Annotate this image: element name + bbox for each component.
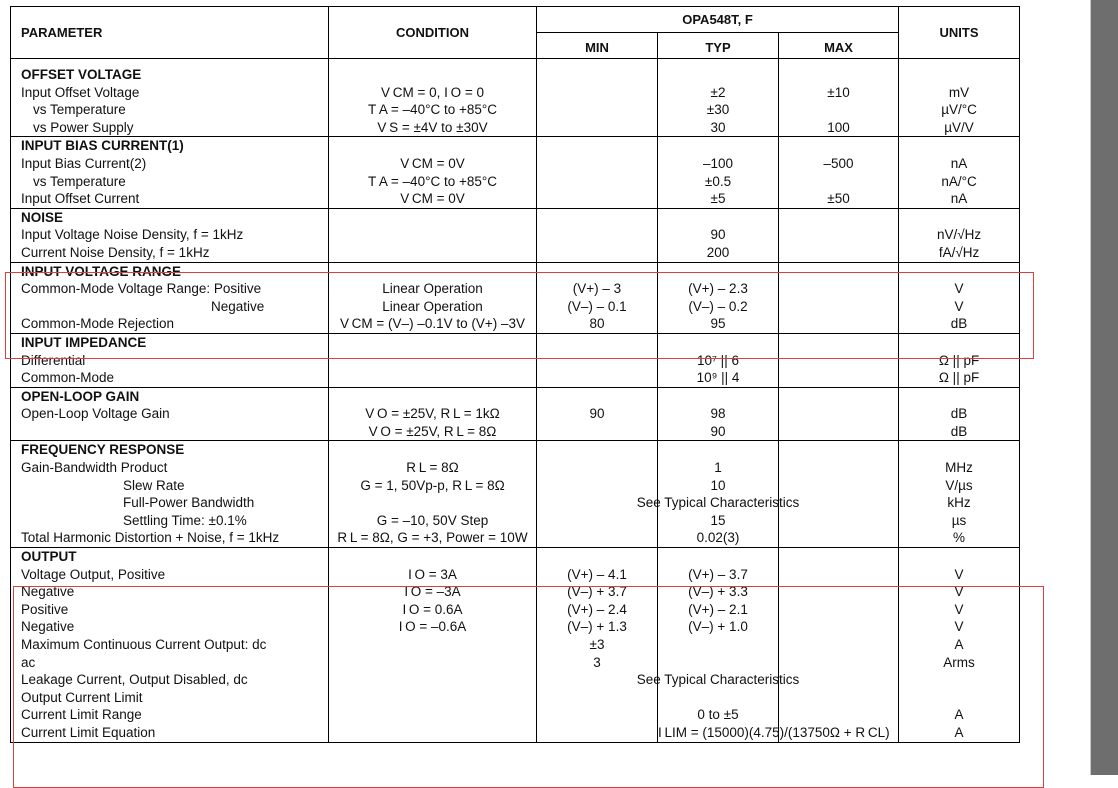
max-value <box>779 477 898 495</box>
spacer-line <box>537 137 657 155</box>
max-value <box>779 280 898 298</box>
unit-value: dB <box>950 316 968 332</box>
units-cell <box>899 333 1020 387</box>
min-value <box>537 512 657 530</box>
condition-value <box>329 352 536 370</box>
condition-value: Linear Operation <box>382 298 483 314</box>
typ-cell <box>658 548 890 743</box>
unit-value: dB <box>950 423 968 439</box>
spacer-line <box>329 263 536 281</box>
min-value <box>537 173 657 191</box>
condition-cell <box>329 333 537 387</box>
parameter-label: Negative <box>21 619 75 635</box>
typ-cell <box>658 137 779 208</box>
parameter-cell <box>11 66 329 137</box>
max-value <box>779 512 898 530</box>
unit-value: MHz <box>945 460 973 476</box>
spacer-line <box>779 334 898 352</box>
section-title: INPUT BIAS CURRENT(1) <box>21 138 184 154</box>
max-value <box>779 173 898 191</box>
condition-cell <box>329 208 537 262</box>
typ-value: 10⁷ || 6 <box>697 352 739 368</box>
typ-value: 0 to ±5 <box>697 707 739 723</box>
spanning-note: See Typical Characteristics <box>636 672 800 688</box>
spanning-note: See Typical Characteristics <box>636 495 800 511</box>
spacer-line <box>537 548 657 566</box>
spacer-line <box>899 66 1019 84</box>
parameter-label: Positive <box>21 601 69 617</box>
max-cell <box>779 66 899 137</box>
condition-cell <box>329 262 537 333</box>
unit-value: V <box>954 566 964 582</box>
condition-value: V CM = 0, I O = 0 <box>381 84 484 100</box>
unit-value: V <box>954 298 964 314</box>
vertical-scrollbar[interactable] <box>1090 0 1118 775</box>
min-value: (V–) + 3.7 <box>567 584 627 600</box>
parameter-cell <box>11 548 329 743</box>
typ-cell <box>658 208 779 262</box>
parameter-label: Voltage Output, Positive <box>21 566 166 582</box>
unit-value: fA/√Hz <box>938 244 980 260</box>
typ-value: 0.02(3) <box>696 530 740 546</box>
min-value <box>537 423 657 441</box>
max-value <box>779 298 898 316</box>
spacer-line <box>658 209 778 227</box>
typ-value <box>658 636 778 654</box>
typ-value: 200 <box>706 244 730 260</box>
max-value: ±50 <box>827 191 850 207</box>
condition-value <box>329 724 536 742</box>
table-section <box>11 262 1020 333</box>
table-section <box>11 387 1020 441</box>
unit-value <box>899 689 1019 707</box>
min-cell <box>537 66 658 137</box>
units-cell <box>899 441 1020 548</box>
parameter-cell <box>11 333 329 387</box>
spacer-line <box>658 66 778 84</box>
parameter-label: Differential <box>21 352 86 368</box>
max-cell <box>779 262 899 333</box>
max-header: MAX <box>779 33 899 59</box>
min-cell <box>537 387 658 441</box>
typ-value: ±5 <box>710 191 726 207</box>
max-value <box>779 315 898 333</box>
condition-value: V S = ±4V to ±30V <box>377 119 488 135</box>
parameter-label: Open-Loop Voltage Gain <box>21 406 170 422</box>
typ-value: 90 <box>710 423 726 439</box>
unit-value: Arms <box>943 654 975 670</box>
spacer-line <box>658 263 778 281</box>
min-value <box>537 84 657 102</box>
unit-value: Ω || pF <box>938 370 980 386</box>
min-value: 3 <box>593 654 601 670</box>
condition-header: CONDITION <box>329 7 537 59</box>
parameter-label: Settling Time: ±0.1% <box>123 512 247 528</box>
table-body <box>11 66 1020 742</box>
unit-value: mV <box>948 84 970 100</box>
typ-value: ±0.5 <box>704 173 732 189</box>
parameter-label: Current Noise Density, f = 1kHz <box>21 244 210 260</box>
section-title: OUTPUT <box>21 549 77 565</box>
parameter-label: Current Limit Equation <box>21 724 156 740</box>
spacer-line <box>779 137 898 155</box>
min-value <box>537 369 657 387</box>
min-value <box>537 226 657 244</box>
typ-cell <box>658 262 779 333</box>
spacer-line <box>779 66 898 84</box>
unit-value: % <box>953 530 966 546</box>
max-value <box>779 101 898 119</box>
parameter-label: Full-Power Bandwidth <box>123 495 255 511</box>
typ-value: 30 <box>710 119 726 135</box>
max-value <box>779 369 898 387</box>
condition-value <box>329 654 536 672</box>
parameter-label: vs Power Supply <box>33 119 134 135</box>
spacer-line <box>537 209 657 227</box>
max-value <box>779 244 898 262</box>
units-cell <box>899 262 1020 333</box>
parameter-cell <box>11 441 329 548</box>
typ-value: ±30 <box>706 102 730 118</box>
spacer-line <box>899 137 1019 155</box>
max-value <box>779 583 898 601</box>
parameter-cell <box>11 262 329 333</box>
typ-value: I LIM = (15000)(4.75)/(13750Ω + R CL) <box>658 724 890 740</box>
min-value <box>537 477 657 495</box>
min-header: MIN <box>537 33 658 59</box>
condition-value <box>329 369 536 387</box>
spacer-line <box>899 334 1019 352</box>
condition-value: V CM = 0V <box>400 191 465 207</box>
typ-value: 10⁹ || 4 <box>696 370 740 386</box>
typ-value: 95 <box>710 316 726 332</box>
spacer-line <box>899 263 1019 281</box>
unit-value: V <box>954 601 964 617</box>
parameter-cell <box>11 208 329 262</box>
unit-value: Ω || pF <box>938 352 980 368</box>
parameter-label: Negative <box>211 298 265 314</box>
min-value <box>537 529 657 547</box>
max-cell <box>779 387 899 441</box>
spacer-line <box>329 548 536 566</box>
condition-value: R L = 8Ω, G = +3, Power = 10W <box>337 530 528 546</box>
min-value <box>537 352 657 370</box>
parameter-label: Common-Mode Voltage Range: Positive <box>21 281 262 297</box>
typ-value: (V–) + 1.0 <box>688 619 748 635</box>
typ-value: 10 <box>710 477 726 493</box>
spacer-line <box>537 66 657 84</box>
condition-cell <box>329 387 537 441</box>
min-value <box>537 101 657 119</box>
typ-value <box>658 689 778 707</box>
min-value: (V–) – 0.1 <box>567 298 627 314</box>
max-value: –500 <box>823 155 854 171</box>
unit-value: V <box>954 281 964 297</box>
condition-value: I O = –0.6A <box>398 619 467 635</box>
spacer-line <box>658 441 778 459</box>
min-value: (V+) – 2.4 <box>567 601 627 617</box>
condition-value: G = 1, 50Vp-p, R L = 8Ω <box>360 477 505 493</box>
table-section <box>11 333 1020 387</box>
typ-value: ±2 <box>710 84 726 100</box>
spacer-line <box>329 137 536 155</box>
condition-value: I O = 0.6A <box>402 601 463 617</box>
unit-value: kHz <box>947 495 971 511</box>
parameter-label: Common-Mode Rejection <box>21 316 175 332</box>
parameter-label: Maximum Continuous Current Output: dc <box>21 637 267 652</box>
min-value <box>537 190 657 208</box>
min-value <box>537 119 657 137</box>
min-value: (V+) – 3 <box>572 281 622 297</box>
condition-value: I O = –3A <box>404 584 461 600</box>
spacer-line <box>329 388 536 406</box>
condition-value: Linear Operation <box>382 281 483 297</box>
max-value: ±10 <box>827 84 850 100</box>
condition-value: I O = 3A <box>408 566 457 582</box>
unit-value: nA <box>950 191 968 207</box>
spacer-line <box>779 263 898 281</box>
typ-header: TYP <box>658 33 779 59</box>
parameter-label: Common-Mode <box>21 370 115 386</box>
min-cell <box>537 262 658 333</box>
section-title: NOISE <box>21 209 64 225</box>
parameter-label: vs Temperature <box>33 102 126 118</box>
max-value <box>779 226 898 244</box>
min-value: 90 <box>589 406 605 422</box>
min-value <box>537 155 657 173</box>
max-value <box>779 689 898 707</box>
max-value <box>779 654 898 672</box>
table-section <box>11 441 1020 548</box>
condition-cell <box>329 66 537 137</box>
condition-value <box>329 689 536 707</box>
section-title: FREQUENCY RESPONSE <box>21 442 185 458</box>
min-value <box>537 724 657 742</box>
unit-value: dB <box>950 406 968 422</box>
table-section <box>11 137 1020 208</box>
min-value <box>537 689 657 707</box>
spacer-line <box>899 388 1019 406</box>
max-cell <box>779 333 899 387</box>
spacer-line <box>779 209 898 227</box>
typ-cell <box>658 387 779 441</box>
typ-value: 98 <box>710 406 726 422</box>
unit-value: V/µs <box>945 477 973 493</box>
spacer-line <box>537 263 657 281</box>
parameter-cell <box>11 387 329 441</box>
min-cell <box>537 208 658 262</box>
typ-value <box>658 654 778 672</box>
condition-value: V CM = 0V <box>400 155 465 171</box>
condition-value: R L = 8Ω <box>406 460 459 476</box>
min-value: ±3 <box>589 637 605 652</box>
typ-value: 15 <box>710 512 726 528</box>
section-title: OFFSET VOLTAGE <box>21 67 142 82</box>
spacer-line <box>537 388 657 406</box>
typ-cell <box>658 66 779 137</box>
min-value <box>537 244 657 262</box>
min-cell <box>537 137 658 208</box>
min-value <box>537 706 657 724</box>
max-cell <box>779 208 899 262</box>
parameter-label: vs Temperature <box>33 173 126 189</box>
spacer-line <box>899 209 1019 227</box>
section-title: INPUT IMPEDANCE <box>21 334 147 350</box>
typ-value: –100 <box>702 155 734 171</box>
parameter-label: Leakage Current, Output Disabled, dc <box>21 672 248 688</box>
spacer-line <box>658 137 778 155</box>
units-cell <box>899 548 1020 743</box>
spacer-line <box>899 441 1019 459</box>
max-value <box>779 601 898 619</box>
parameter-label: Input Offset Current <box>21 191 140 207</box>
spacer-line <box>779 388 898 406</box>
spacer-line <box>658 388 778 406</box>
spacer-line <box>329 209 536 227</box>
typ-value: (V–) – 0.2 <box>688 298 748 314</box>
min-value: (V+) – 4.1 <box>567 566 627 582</box>
typ-value: (V+) – 3.7 <box>688 566 748 582</box>
max-cell <box>779 548 899 743</box>
typ-cell <box>658 333 779 387</box>
spacer-line <box>779 548 898 566</box>
parameter-header: PARAMETER <box>11 7 329 59</box>
parameter-label: Total Harmonic Distortion + Noise, f = 1kHz <box>21 530 280 546</box>
condition-value: V O = ±25V, R L = 8Ω <box>368 423 497 439</box>
typ-value: (V–) + 3.3 <box>688 584 748 600</box>
max-value <box>779 566 898 584</box>
typ-value: 1 <box>714 460 722 476</box>
units-cell <box>899 66 1020 137</box>
spacer-line <box>899 548 1019 566</box>
min-value <box>537 459 657 477</box>
typ-value: 90 <box>710 227 726 243</box>
condition-value <box>329 494 536 512</box>
max-value <box>779 459 898 477</box>
typ-value: (V+) – 2.1 <box>688 601 748 617</box>
device-group-header: OPA548T, F <box>537 7 899 33</box>
parameter-label: Negative <box>21 584 75 600</box>
table-section <box>11 208 1020 262</box>
condition-value <box>329 671 536 689</box>
parameter-label: Output Current Limit <box>21 689 143 705</box>
condition-cell <box>329 137 537 208</box>
typ-value: (V+) – 2.3 <box>688 281 748 297</box>
parameter-label: Slew Rate <box>123 477 185 493</box>
max-value <box>779 352 898 370</box>
spacer-line <box>658 334 778 352</box>
specifications-table <box>10 6 1020 743</box>
parameter-label: Input Voltage Noise Density, f = 1kHz <box>21 227 244 243</box>
table-section <box>11 66 1020 137</box>
unit-value: µV/°C <box>941 102 977 118</box>
section-title: INPUT VOLTAGE RANGE <box>21 263 182 279</box>
max-value <box>779 529 898 547</box>
condition-value: V O = ±25V, R L = 1kΩ <box>365 406 500 422</box>
unit-value: A <box>954 724 964 740</box>
condition-value <box>329 244 536 262</box>
table-section <box>11 548 1020 743</box>
condition-value: T A = –40°C to +85°C <box>367 173 498 189</box>
condition-value: T A = –40°C to +85°C <box>367 102 498 118</box>
section-title: OPEN-LOOP GAIN <box>21 388 140 404</box>
unit-value: nV/√Hz <box>936 227 982 243</box>
units-cell <box>899 137 1020 208</box>
condition-value <box>329 706 536 724</box>
parameter-cell <box>11 137 329 208</box>
spacer-line <box>329 66 536 84</box>
max-value <box>779 618 898 636</box>
parameter-label: Input Offset Voltage <box>21 84 140 100</box>
unit-value: µV/V <box>944 119 974 135</box>
parameter-label: ac <box>21 654 36 670</box>
spacer-line <box>537 441 657 459</box>
spacer-line <box>658 548 778 566</box>
units-cell <box>899 387 1020 441</box>
min-value: 80 <box>589 316 605 332</box>
parameter-label <box>11 423 328 441</box>
condition-value: G = –10, 50V Step <box>376 512 489 528</box>
min-cell <box>537 333 658 387</box>
max-cell <box>779 137 899 208</box>
parameter-label: Current Limit Range <box>21 707 142 723</box>
unit-value: nA/°C <box>941 173 977 189</box>
spacer-line <box>779 441 898 459</box>
condition-value: V CM = (V–) –0.1V to (V+) –3V <box>339 316 526 332</box>
unit-value: µs <box>951 512 967 528</box>
parameter-label: Input Bias Current(2) <box>21 155 147 171</box>
condition-cell <box>329 441 537 548</box>
spacer-line <box>537 334 657 352</box>
max-value <box>779 405 898 423</box>
unit-value: A <box>954 637 964 652</box>
min-value: (V–) + 1.3 <box>567 619 627 635</box>
condition-value <box>329 636 536 654</box>
unit-value <box>899 671 1019 689</box>
max-value: 100 <box>827 119 850 135</box>
unit-value: V <box>954 584 964 600</box>
max-value <box>779 706 898 724</box>
max-value <box>779 636 898 654</box>
scrollbar-thumb[interactable] <box>1091 0 1118 775</box>
units-header: UNITS <box>899 7 1020 59</box>
unit-value: nA <box>950 155 968 171</box>
units-cell <box>899 208 1020 262</box>
unit-value: V <box>954 619 964 635</box>
max-value <box>779 423 898 441</box>
spacer-line <box>329 441 536 459</box>
spacer-line <box>329 334 536 352</box>
unit-value: A <box>954 707 964 723</box>
parameter-label: Gain-Bandwidth Product <box>21 460 168 476</box>
condition-value <box>329 226 536 244</box>
condition-cell <box>329 548 537 743</box>
